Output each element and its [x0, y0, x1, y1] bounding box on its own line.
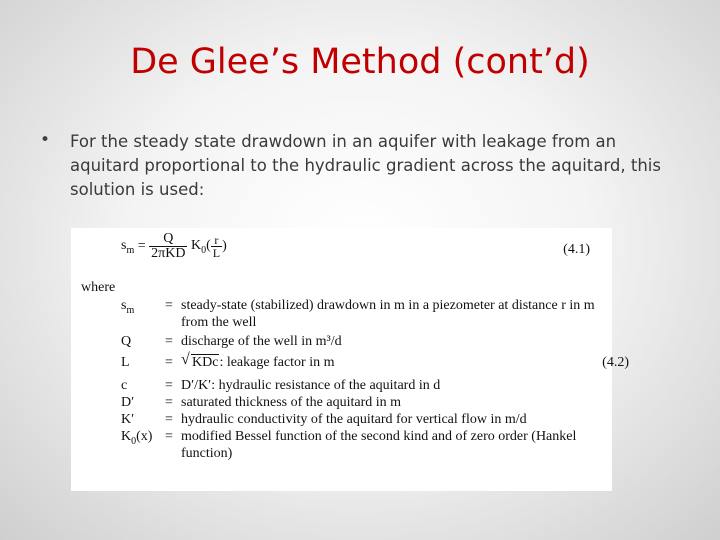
equation-image: [71, 228, 629, 491]
definition-row: c = D′/K′: hydraulic resistance of the aquitard in d: [121, 378, 441, 393]
bessel-function: $K_0$(: [190, 237, 211, 256]
equation-lhs: $s_m$: [121, 237, 135, 256]
definition-row: $K_0(x)$ = modified Bessel function of the second kind and of zero order (Hankel function): [121, 429, 577, 461]
equation-number-4-1: (4.1): [563, 242, 590, 257]
square-root: √ KDc: [181, 351, 219, 370]
equation-number-4-2: (4.2): [602, 355, 629, 370]
bullet-item: [40, 130, 670, 202]
bullet-marker: •: [40, 130, 51, 150]
equals-sign: =: [137, 238, 146, 254]
bessel-argument: $\frac{r}{L}$: [212, 233, 221, 260]
slide-title: De Glee’s Method (cont’d): [130, 42, 590, 82]
definition-row: L = √ KDc: leakage factor in m (4.2): [121, 351, 629, 370]
definitions-list: [121, 297, 629, 462]
definition-row: Q = discharge of the well in m³/d: [121, 334, 342, 349]
definition-row: D′ = saturated thickness of the aquitard in m: [121, 395, 402, 410]
discharge-fraction: $\frac{Q}{\text{2πKD}}$: [151, 231, 186, 261]
definition-row: K′ = hydraulic conductivity of the aquitard for vertical flow in m/d: [121, 412, 527, 427]
definition-row: $s_m$ = steady-state (stabilized) drawdown in m in a piezometer at distance r in m from the well: [121, 298, 595, 330]
equation-4-1: $s_m$ = $\frac{Q}{\text{2πKD}}$ $K_0$( $\frac{r}{L}$ ): [121, 231, 227, 261]
bullet-text: For the steady state drawdown in an aquifer with leakage from an aquitard proportional to the hydraulic gradient across the aquitard, this solution is used:: [70, 132, 661, 199]
where-label: where: [81, 280, 116, 295]
